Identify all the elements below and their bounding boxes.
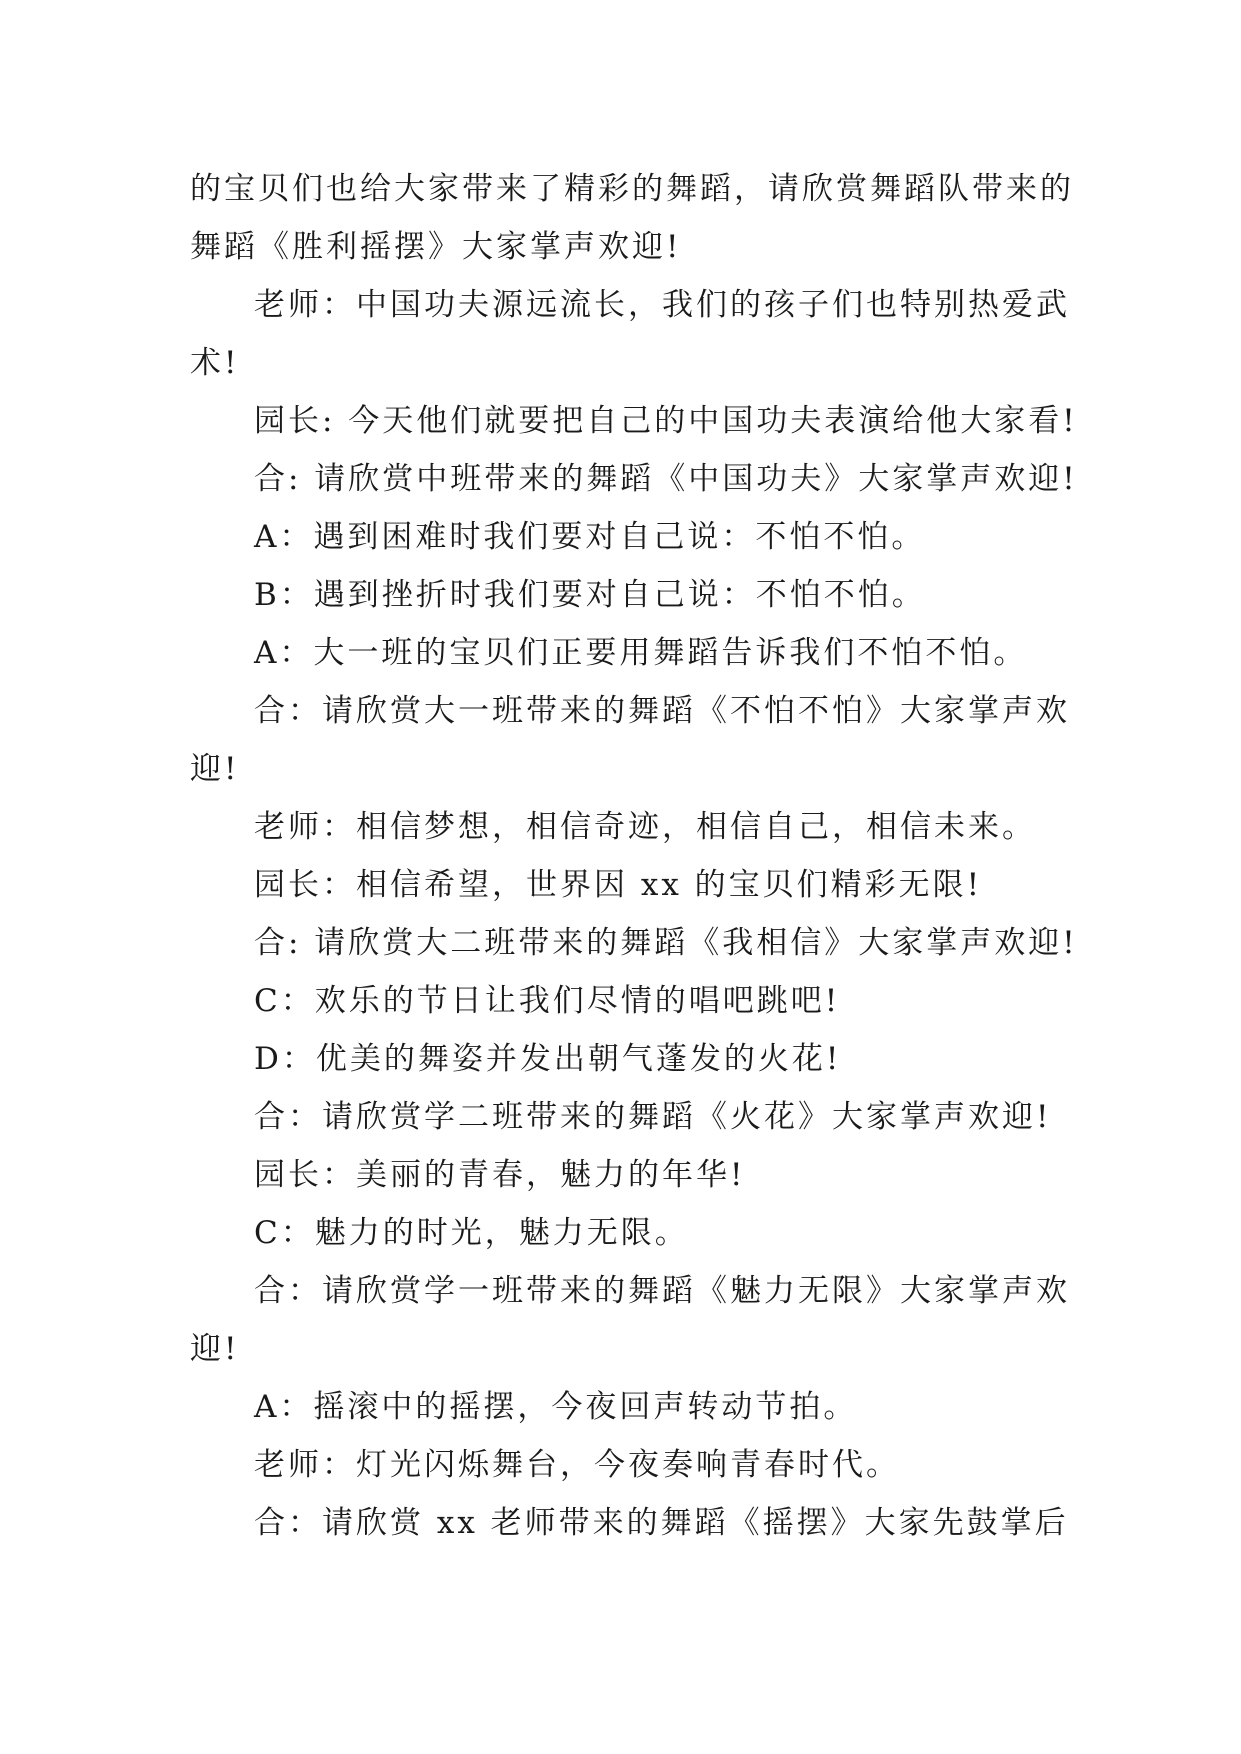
- text-line: 合：请欣赏学二班带来的舞蹈《火花》大家掌声欢迎!: [254, 1099, 1052, 1135]
- text-line: 园长: 今天他们就要把自己的中国功夫表演给他大家看!: [254, 403, 1078, 439]
- text-line: 的宝贝们也给大家带来了精彩的舞蹈，请欣赏舞蹈队带来的: [190, 171, 1074, 207]
- text-line: 迎!: [190, 1331, 240, 1367]
- text-line: 合：请欣赏学一班带来的舞蹈《魅力无限》大家掌声欢: [254, 1273, 1070, 1309]
- document-body: [190, 160, 1078, 1552]
- text-line: 合：请欣赏 xx 老师带来的舞蹈《摇摆》大家先鼓掌后: [254, 1505, 1069, 1541]
- text-line: 迎!: [190, 751, 240, 787]
- text-line: C：魅力的时光，魅力无限。: [254, 1215, 689, 1251]
- text-line: B：遇到挫折时我们要对自己说：不怕不怕。: [254, 577, 926, 613]
- text-line: 老师：中国功夫源远流长，我们的孩子们也特别热爱武: [254, 287, 1070, 323]
- text-line: 合：请欣赏大一班带来的舞蹈《不怕不怕》大家掌声欢: [254, 693, 1070, 729]
- text-line: C：欢乐的节日让我们尽情的唱吧跳吧!: [254, 983, 841, 1019]
- text-line: A：摇滚中的摇摆，今夜回声转动节拍。: [254, 1389, 858, 1425]
- text-line: 舞蹈《胜利摇摆》大家掌声欢迎!: [190, 229, 682, 265]
- text-line: 园长：美丽的青春，魅力的年华!: [254, 1157, 746, 1193]
- text-line: 老师：相信梦想，相信奇迹，相信自己，相信未来。: [254, 809, 1036, 845]
- text-line: A：大一班的宝贝们正要用舞蹈告诉我们不怕不怕。: [254, 635, 1028, 671]
- text-line: A：遇到困难时我们要对自己说：不怕不怕。: [254, 519, 926, 555]
- text-line: 术!: [190, 345, 240, 381]
- text-line: 园长：相信希望，世界因 xx 的宝贝们精彩无限!: [254, 867, 983, 903]
- text-line: 老师：灯光闪烁舞台，今夜奏响青春时代。: [254, 1447, 900, 1483]
- text-line: 合: 请欣赏大二班带来的舞蹈《我相信》大家掌声欢迎!: [254, 925, 1078, 961]
- text-line: 合: 请欣赏中班带来的舞蹈《中国功夫》大家掌声欢迎!: [254, 461, 1078, 497]
- text-line: D：优美的舞姿并发出朝气蓬发的火花!: [254, 1041, 842, 1077]
